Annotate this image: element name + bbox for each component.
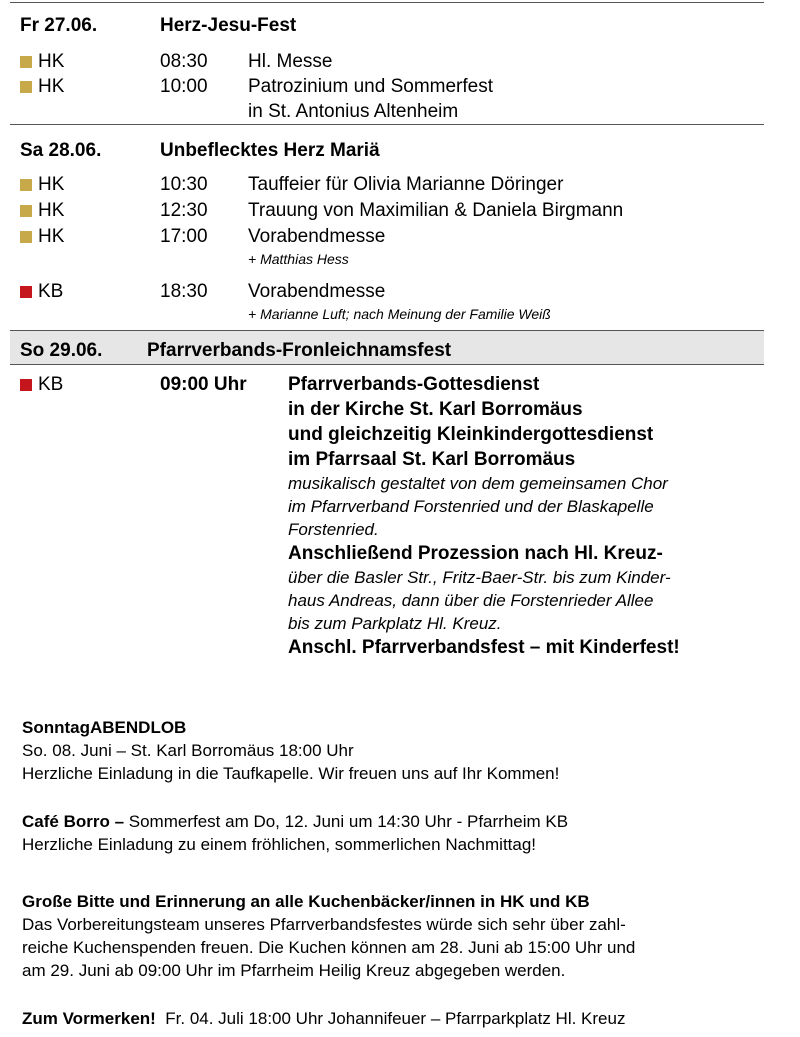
time: 10:30 — [160, 174, 208, 195]
time: 08:30 — [160, 51, 208, 72]
hk-marker-icon — [20, 231, 32, 243]
description: Tauffeier für Olivia Marianne Döringer — [248, 174, 564, 195]
notice-line: Fr. 04. Juli 18:00 Uhr Johannifeuer – Pfarrparkplatz Hl. Kreuz — [155, 1009, 626, 1028]
program-italic-line: über die Basler Str., Fritz-Baer-Str. bis zum Kinder- — [288, 568, 671, 587]
description: in St. Antonius Altenheim — [248, 101, 459, 122]
program-italic-line: Forstenried. — [288, 520, 379, 539]
notice-line: Herzliche Einladung zu einem fröhlichen, sommerlichen Nachmittag! — [22, 835, 537, 854]
day-feast: Pfarrverbands-Fronleichnamsfest — [147, 340, 452, 361]
program-italic-line: im Pfarrverband Forstenried und der Blaskapelle — [288, 497, 654, 516]
notice-line: So. 08. Juni – St. Karl Borromäus 18:00 Uhr — [22, 741, 354, 760]
kb-marker-icon — [20, 286, 32, 298]
day-feast: Herz-Jesu-Fest — [160, 15, 297, 36]
program-italic-line: bis zum Parkplatz Hl. Kreuz. — [288, 614, 502, 633]
program-bold-line: in der Kirche St. Karl Borromäus — [288, 399, 583, 420]
hk-marker-icon — [20, 205, 32, 217]
top-rule — [10, 2, 764, 3]
notice-title: Große Bitte und Erinnerung an alle Kuchenbäcker/innen in HK und KB — [22, 892, 590, 911]
hk-marker-icon — [20, 56, 32, 68]
notice-kuchen — [22, 890, 635, 982]
intention-note: + Matthias Hess — [248, 251, 349, 267]
location: KB — [38, 374, 64, 395]
program-italic-line: haus Andreas, dann über die Forstenrieder Allee — [288, 591, 654, 610]
location: HK — [38, 200, 65, 221]
program-bold-line: Anschließend Prozession nach Hl. Kreuz- — [288, 543, 663, 564]
location: HK — [38, 174, 65, 195]
description: Patrozinium und Sommerfest — [248, 76, 493, 97]
day-feast: Unbeflecktes Herz Mariä — [160, 140, 380, 161]
time: 12:30 — [160, 200, 208, 221]
day-date: So 29.06. — [20, 340, 103, 361]
notice-title: SonntagABENDLOB — [22, 718, 187, 737]
notice-vormerken — [22, 1007, 625, 1030]
day-date: Fr 27.06. — [20, 15, 98, 36]
divider-2 — [10, 330, 764, 331]
description: Trauung von Maximilian & Daniela Birgmann — [248, 200, 624, 221]
time: 18:30 — [160, 281, 208, 302]
location: KB — [38, 281, 64, 302]
day-date: Sa 28.06. — [20, 140, 102, 161]
program-bold-line: und gleichzeitig Kleinkindergottesdienst — [288, 424, 654, 445]
time: 17:00 — [160, 226, 208, 247]
location: HK — [38, 76, 65, 97]
intention-note: + Marianne Luft; nach Meinung der Familie Weiß — [248, 306, 551, 322]
notice-cafe — [22, 810, 568, 856]
program-bold-line: im Pfarrsaal St. Karl Borromäus — [288, 449, 576, 470]
location: HK — [38, 226, 65, 247]
kb-marker-icon — [20, 379, 32, 391]
divider-3 — [10, 364, 764, 365]
notice-line: am 29. Juni ab 09:00 Uhr im Pfarrheim Heilig Kreuz abgegeben werden. — [22, 961, 566, 980]
description: Hl. Messe — [248, 51, 333, 72]
time: 10:00 — [160, 76, 208, 97]
program-bold-line: Anschl. Pfarrverbandsfest – mit Kinderfest! — [288, 637, 680, 658]
program-bold-line: Pfarrverbands-Gottesdienst — [288, 374, 540, 395]
notice-title: Café Borro – — [22, 812, 125, 831]
sunday-program — [288, 372, 680, 660]
notice-line: Das Vorbereitungsteam unseres Pfarrverbandsfestes würde sich sehr über zahl- — [22, 915, 626, 934]
hk-marker-icon — [20, 179, 32, 191]
notice-title: Zum Vormerken! — [22, 1009, 156, 1028]
notice-abendlob — [22, 716, 559, 785]
description: Vorabendmesse — [248, 281, 386, 302]
hk-marker-icon — [20, 81, 32, 93]
notice-line: Sommerfest am Do, 12. Juni um 14:30 Uhr - Pfarrheim KB — [124, 812, 569, 831]
time: 09:00 Uhr — [160, 374, 247, 395]
location: HK — [38, 51, 65, 72]
notice-line: Herzliche Einladung in die Taufkapelle. Wir freuen uns auf Ihr Kommen! — [22, 764, 560, 783]
description: Vorabendmesse — [248, 226, 386, 247]
notice-line: reiche Kuchenspenden freuen. Die Kuchen können am 28. Juni ab 15:00 Uhr und — [22, 938, 636, 957]
program-italic-line: musikalisch gestaltet von dem gemeinsamen Chor — [288, 474, 668, 493]
